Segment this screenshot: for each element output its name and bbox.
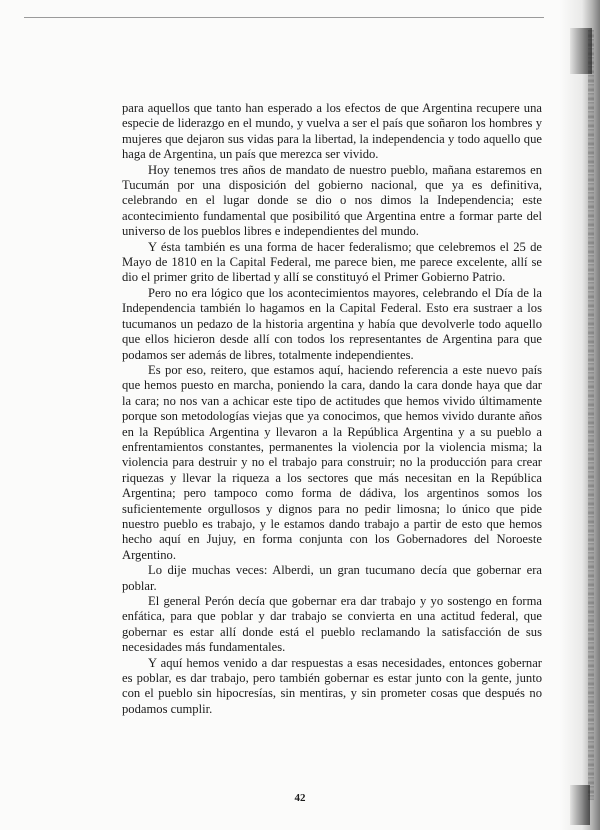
top-rule	[24, 17, 544, 18]
paragraph: Y ésta también es una forma de hacer federalismo; que celebremos el 25 de Mayo de 1810 en la Capital Federal, me parece bien, me parece excelente, allí se dio el primer grito de libertad y allí se constituyó el Primer Gobierno Patrio.	[122, 239, 542, 285]
paragraph: El general Perón decía que gobernar era dar trabajo y yo sostengo en forma enfática, para que poblar y dar trabajo se convierta en una actitud federal, que gobernar es estar allí donde está el pueblo reclamando la satisfacción de sus necesidades más fundamentales.	[122, 594, 542, 655]
page-edge-bottom-mark	[570, 785, 590, 825]
page-edge-top-mark	[570, 28, 592, 74]
paragraph: para aquellos que tanto han esperado a los efectos de que Argentina recupere una especie de liderazgo en el mundo, y vuelva a ser el país que soñaron los hombres y mujeres que dejaron sus vidas para la libertad, la independencia y todo aquello que haga de Argentina, un país que merezca ser vivido.	[122, 101, 542, 162]
body-text	[122, 101, 542, 717]
paragraph: Hoy tenemos tres años de mandato de nuestro pueblo, mañana estaremos en Tucumán por una disposición del gobierno nacional, que ya es definitiva, celebrando en el lugar donde se dio o nos dimos la Independencia; este acontecimiento fundamental que posibilitó que Argentina entre a formar parte del universo de los pueblos libres e independientes del mundo.	[122, 162, 542, 239]
page-edge-shadow	[560, 0, 600, 830]
page-edge-texture	[588, 30, 594, 800]
paragraph: Lo dije muchas veces: Alberdi, un gran tucumano decía que gobernar era poblar.	[122, 563, 542, 593]
page-number: 42	[294, 792, 306, 804]
paragraph: Pero no era lógico que los acontecimientos mayores, celebrando el Día de la Independencia también lo hagamos en la Capital Federal. Esto era sustraer a los tucumanos un pedazo de la historia argentina y había que devolverle todo aquello que ellos hicieron desde allí con todos los representantes de Argentina para que podamos ser además de libres, totalmente independientes.	[122, 285, 542, 362]
paragraph: Y aquí hemos venido a dar respuestas a esas necesidades, entonces gobernar es poblar, es dar trabajo, pero también gobernar es estar junto con la gente, junto con el pueblo sin hipocresías, sin mentiras, y sin prometer cosas que después no podamos cumplir.	[122, 655, 542, 716]
paragraph: Es por eso, reitero, que estamos aquí, haciendo referencia a este nuevo país que hemos puesto en marcha, poniendo la cara, dando la cara donde haya que dar la cara; no nos van a achicar este tipo de actitudes que hemos vivido últimamente porque son metodologías viejas que ya conocimos, que hemos vivido durante años en la República Argentina y llevaron a la República Argentina y a su pueblo a enfrentamientos constantes, permanentes la violencia por la violencia misma; la violencia para destruir y no el trabajo para construir; no la producción para crear riquezas y llevar la riqueza a los sectores que más necesitan en la República Argentina; pero tampoco como forma de dádiva, los argentinos somos los suficientemente orgullosos y dignos para no pedir limosna; lo único que pide nuestro pueblo es trabajo, y le estamos dando trabajo a partir de esto que hemos hecho aquí en Jujuy, en forma conjunta con los Gobernadores del Noroeste Argentino.	[122, 362, 542, 562]
